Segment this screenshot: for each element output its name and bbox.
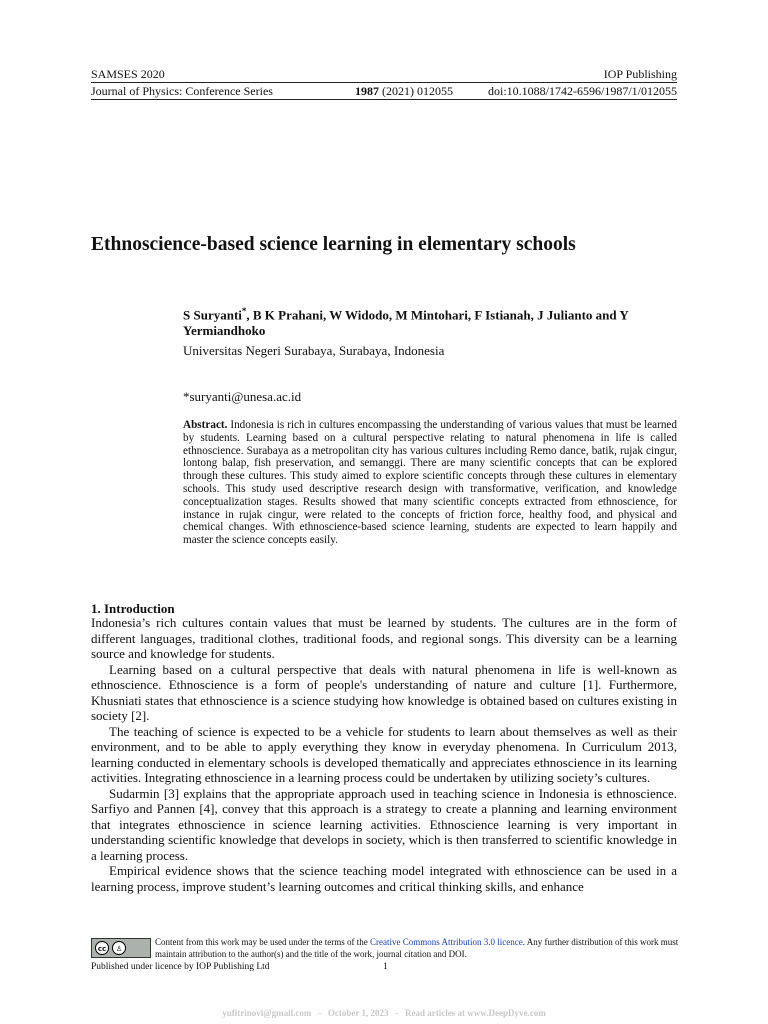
year-issue: (2021) 012055 bbox=[379, 84, 453, 98]
abstract-label: Abstract. bbox=[183, 419, 228, 431]
affiliation: Universitas Negeri Surabaya, Surabaya, Indonesia bbox=[183, 343, 445, 358]
abstract-text: Indonesia is rich in cultures encompassing the understanding of various values that must be learned by students. Learning based on a cultural perspective relating to natural phenomena in life is called ethnoscience. Surabaya as a metropolitan city has various cultures including Remo dance, batik, rujak cingur, lontong balap, fish preservation, and semanggi. There are many scientific concepts that can be explored through these cultures. This study aimed to explore scientific concepts through these cultures in elementary schools. This study used descriptive research design with transformative, verification, and knowledge conceptualization stages. Results showed that many scientific concepts extracted from ethnoscience, for instance in rujak cingur, were related to the concepts of friction force, healthy food, and physical and chemical changes. With ethnoscience-based science learning, students are expected to learn happily and master the science concepts easily. bbox=[183, 419, 677, 547]
journal-name: Journal of Physics: Conference Series bbox=[91, 84, 273, 98]
intro-paragraph-1: Indonesia’s rich cultures contain values that must be learned by students. The cultures are in the form of different languages, traditional clothes, traditional foods, and regional songs. This diversity can be a learning source and knowledge for students. bbox=[91, 615, 677, 661]
by-icon: ♙ bbox=[112, 941, 126, 955]
conference-name: SAMSES 2020 bbox=[91, 67, 165, 81]
published-under-licence: Published under licence by IOP Publishing Ltd bbox=[91, 962, 270, 972]
abstract bbox=[183, 419, 677, 547]
intro-paragraph-2: Learning based on a cultural perspective that deals with natural phenomena in life is well-known as ethnoscience. Ethnoscience is a form of people's understanding of nature and culture [1]. Furthermore, Khusniati states that ethnoscience is a science studying how knowledge is obtained based on cultures existing in society [2]. bbox=[91, 661, 677, 723]
intro-paragraph-5: Empirical evidence shows that the science teaching model integrated with ethnoscience can be used in a learning process, improve student’s learning outcomes and critical thinking skills, and enhance bbox=[91, 863, 677, 894]
corresponding-author-mark: * bbox=[241, 306, 247, 316]
introduction-body bbox=[91, 615, 677, 894]
download-watermark: yufitrinovi@gmail.com - October 1, 2023 - Read articles at www.DeepDyve.com bbox=[222, 1008, 546, 1018]
volume-number: 1987 bbox=[355, 84, 379, 98]
cc-by-badge bbox=[91, 938, 151, 958]
volume-info bbox=[355, 84, 453, 99]
page-number: 1 bbox=[383, 962, 388, 972]
section-heading-introduction: 1. Introduction bbox=[91, 601, 175, 616]
author-list: S Suryanti*, B K Prahani, W Widodo, M Mintohari, F Istianah, J Julianto and Y Yermiandhoko bbox=[183, 306, 629, 338]
license-text-after: . Any further distribution of this work must maintain attribution to the author(s) and the title of the work, journal citation and DOI. bbox=[155, 937, 679, 959]
publisher-name: IOP Publishing bbox=[603, 67, 677, 81]
cc-icon: cc bbox=[95, 941, 109, 955]
paper-title: Ethnoscience-based science learning in elementary schools bbox=[91, 234, 576, 255]
header-rule-top bbox=[91, 82, 677, 83]
header-rule-bottom bbox=[91, 99, 677, 100]
license-notice bbox=[155, 937, 679, 960]
license-link[interactable]: Creative Commons Attribution 3.0 licence bbox=[369, 937, 523, 947]
doi-text[interactable]: doi:10.1088/1742-6596/1987/1/012055 bbox=[488, 84, 677, 98]
intro-paragraph-4: Sudarmin [3] explains that the appropriate approach used in teaching science in Indonesia is ethnoscience. Sarfiyo and Pannen [4], convey that this approach is a strategy to create a planning and learning environment that integrates ethnoscience in science learning activities. Ethnoscience learning is very important in understanding scientific knowledge that develops in society, which is then transferred to scientific knowledge in a learning process. bbox=[91, 785, 677, 863]
intro-paragraph-3: The teaching of science is expected to be a vehicle for students to learn about themselves as well as their environment, and to be able to apply everything they know in everyday phenomena. In Curriculum 2013, learning conducted in elementary schools is developed thematically and appreciates ethnoscience in its learning activities. Integrating ethnoscience in a learning process could be undertaken by utilizing society’s cultures. bbox=[91, 723, 677, 785]
license-text-before: Content from this work may be used under the terms of the bbox=[155, 937, 370, 947]
corresponding-email[interactable]: *suryanti@unesa.ac.id bbox=[183, 389, 302, 404]
